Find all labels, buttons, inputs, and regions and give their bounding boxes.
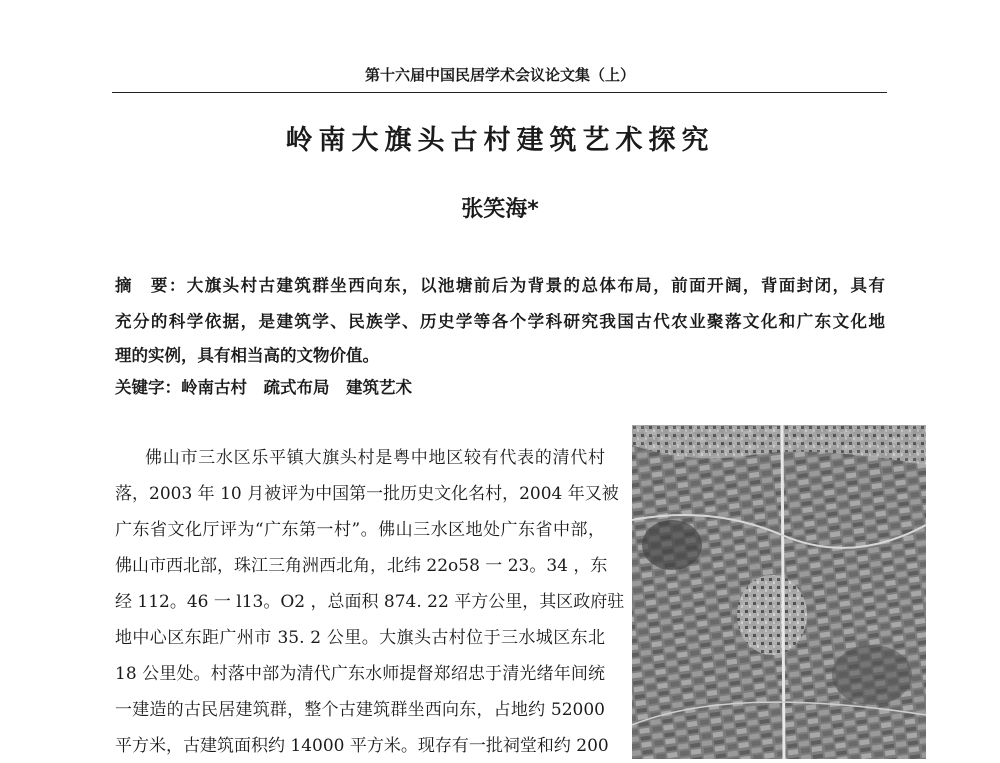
header-rule bbox=[112, 92, 887, 93]
body-line: 落，2003 年 10 月被评为中国第一批历史文化名村，2004 年又被 bbox=[115, 484, 619, 504]
author-name: 张笑海* bbox=[461, 197, 539, 222]
running-header: 第十六届中国民居学术会议论文集（上） bbox=[364, 66, 635, 84]
abstract-line: 充分的科学依据，是建筑学、民族学、历史学等各个学科研究我国古代农业聚落文化和广东文化地 bbox=[115, 312, 885, 331]
aerial-photo bbox=[632, 425, 926, 759]
abstract-line: 摘 要：大旗头村古建筑群坐西向东，以池塘前后为背景的总体布局，前面开阔，背面封闭，具有 bbox=[115, 276, 885, 295]
body-line: 经 112。46 一 l13。O2 ，总面积 874. 22 平方公里，其区政府驻 bbox=[115, 592, 625, 612]
body-line: 广东省文化厅评为“广东第一村”。佛山三水区地处广东省中部， bbox=[115, 520, 605, 540]
body-line: 18 公里处。村落中部为清代广东水师提督郑绍忠于清光绪年间统 bbox=[115, 664, 605, 684]
keywords: 关键字：岭南古村 疏式布局 建筑艺术 bbox=[115, 378, 412, 397]
paper-title: 岭南大旗头古村建筑艺术探究 bbox=[285, 125, 715, 156]
body-line: 佛山市西北部，珠江三角洲西北角，北纬 22o58 一 23。34 ，东 bbox=[115, 556, 608, 576]
body-line: 平方米，古建筑面积约 14000 平方米。现存有一批祠堂和约 200 bbox=[115, 736, 609, 756]
aerial-photo-image bbox=[632, 425, 926, 759]
abstract-line: 理的实例，具有相当高的文物价值。 bbox=[115, 346, 379, 365]
body-line: 一建造的古民居建筑群，整个古建筑群坐西向东，占地约 52000 bbox=[115, 700, 605, 720]
body-line: 佛山市三水区乐平镇大旗头村是粤中地区较有代表的清代村 bbox=[145, 448, 605, 468]
body-line: 地中心区东距广州市 35. 2 公里。大旗头古村位于三水城区东北 bbox=[115, 628, 605, 648]
